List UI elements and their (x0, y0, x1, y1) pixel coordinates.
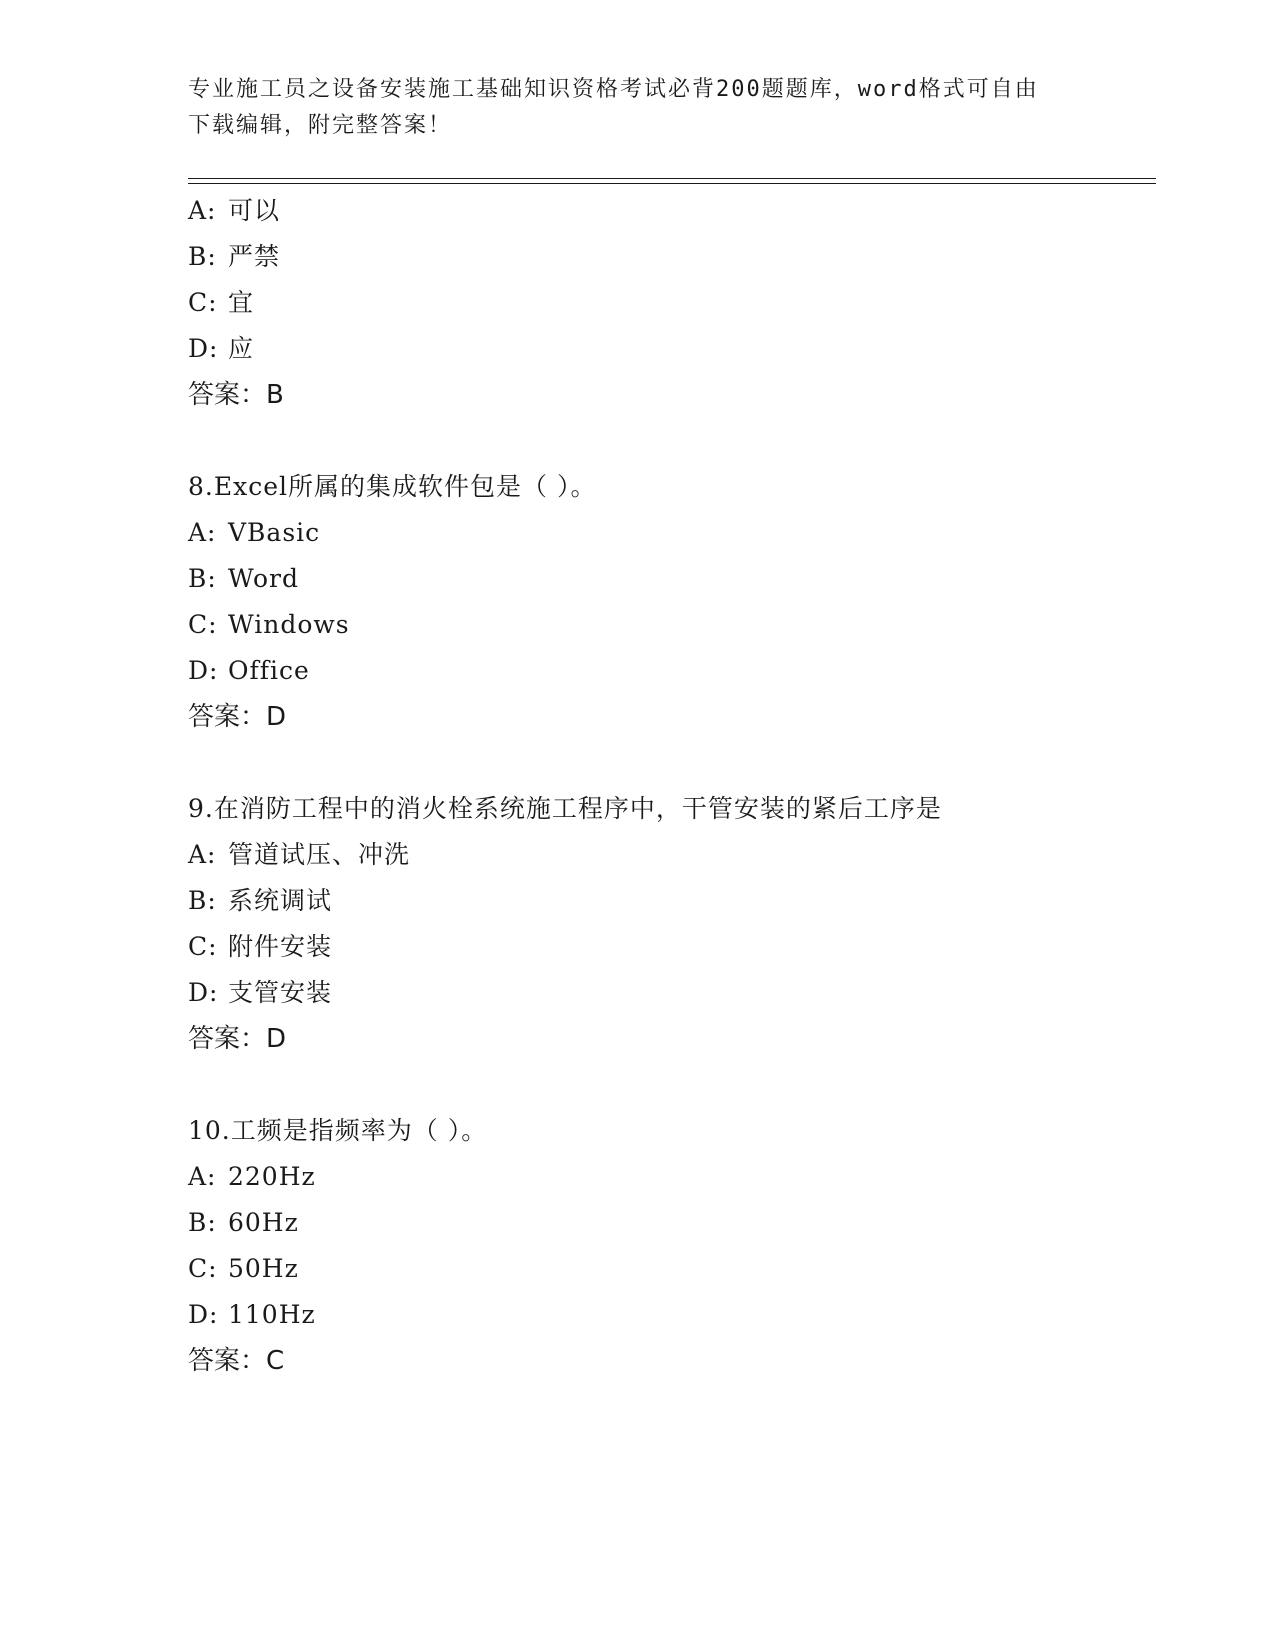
question-7-continued (188, 188, 1156, 418)
option-b: B: 60Hz (188, 1208, 299, 1237)
option-a: A: 管道试压、冲洗 (188, 840, 411, 869)
option-d: D: 应 (188, 334, 255, 363)
question-list (188, 188, 1156, 1384)
option-b: B: 系统调试 (188, 886, 333, 915)
answer-line: 答案：D (188, 1024, 287, 1054)
question-stem: 10.工频是指频率为（ ）。 (188, 1116, 488, 1145)
document-header (188, 72, 1088, 144)
spacer (188, 740, 1156, 786)
option-d: D: 支管安装 (188, 978, 333, 1007)
option-d: D: Office (188, 656, 310, 685)
option-d: D: 110Hz (188, 1300, 316, 1329)
header-divider-top (188, 178, 1156, 179)
option-a: A: VBasic (188, 518, 321, 547)
question-stem: 9.在消防工程中的消火栓系统施工程序中，干管安装的紧后工序是 (188, 794, 942, 823)
option-a: A: 220Hz (188, 1162, 316, 1191)
header-divider-bottom (188, 183, 1156, 184)
answer-line: 答案：C (188, 1346, 285, 1376)
question-9 (188, 786, 1156, 1062)
spacer (188, 418, 1156, 464)
spacer (188, 1062, 1156, 1108)
option-c: C: 附件安装 (188, 932, 333, 961)
option-a: A: 可以 (188, 196, 281, 225)
header-line-1: 专业施工员之设备安装施工基础知识资格考试必背200题题库，word格式可自由 (188, 77, 1039, 102)
option-c: C: Windows (188, 610, 350, 639)
header-line-2: 下载编辑，附完整答案！ (188, 113, 453, 138)
question-10 (188, 1108, 1156, 1384)
question-8 (188, 464, 1156, 740)
option-b: B: 严禁 (188, 242, 281, 271)
option-c: C: 宜 (188, 288, 255, 317)
question-stem: 8.Excel所属的集成软件包是（ ）。 (188, 472, 597, 501)
option-b: B: Word (188, 564, 300, 593)
option-c: C: 50Hz (188, 1254, 299, 1283)
answer-line: 答案：B (188, 380, 284, 410)
answer-line: 答案：D (188, 702, 287, 732)
